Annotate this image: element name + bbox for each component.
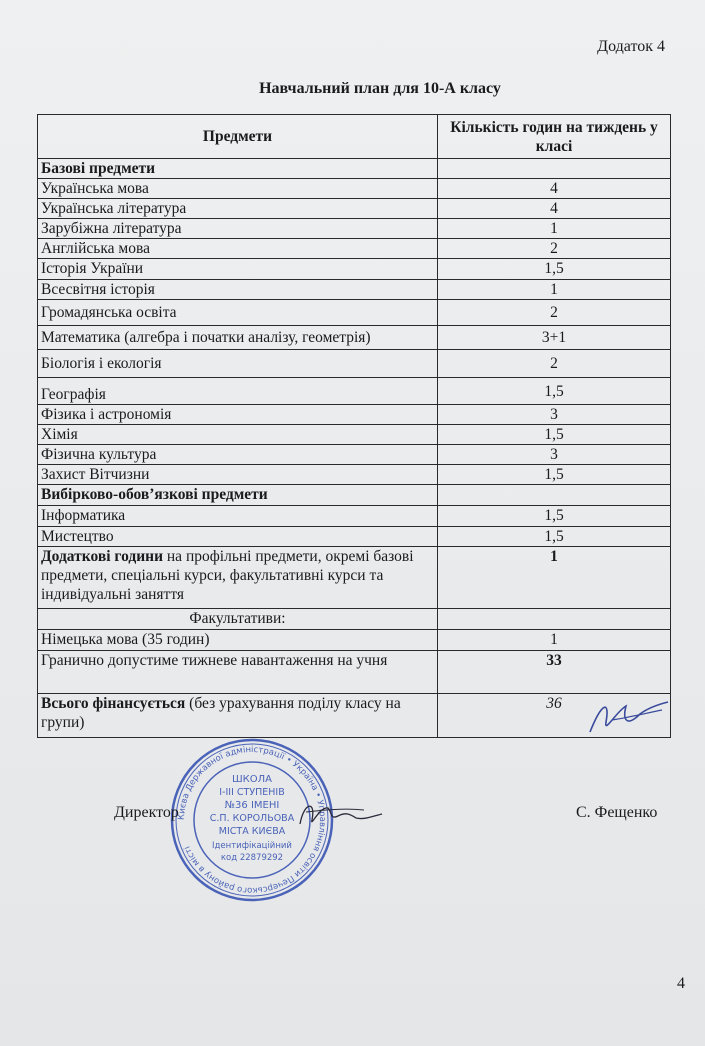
table-row <box>38 259 671 280</box>
table-row <box>38 630 671 651</box>
total-label <box>38 694 438 738</box>
subject-hours: 3 <box>438 445 671 465</box>
table-header-row <box>38 115 671 159</box>
subject-hours: 4 <box>438 199 671 219</box>
subject-hours: 4 <box>438 179 671 199</box>
table-row <box>38 326 671 350</box>
subject-hours: 1,5 <box>438 425 671 445</box>
subject-name: Хімія <box>38 425 438 445</box>
subject-hours: 3 <box>438 405 671 425</box>
table-row <box>38 219 671 239</box>
subject-hours: 1 <box>438 219 671 239</box>
subject-hours: 1 <box>438 630 671 651</box>
section-label: Вибірково-обов’язкові предмети <box>38 485 438 506</box>
subject-name: Історія України <box>38 259 438 280</box>
table-row <box>38 506 671 527</box>
director-name: С. Фещенко <box>576 804 658 821</box>
additional-bold: Додаткові години <box>41 548 164 565</box>
max-load-hours: 33 <box>438 651 671 694</box>
table-row-additional <box>38 547 671 609</box>
subject-hours: 1,5 <box>438 527 671 547</box>
director-label: Директор <box>114 804 179 821</box>
stamp-line: ШКОЛА <box>231 774 273 785</box>
section-row-basic <box>38 159 671 179</box>
subject-name: Українська мова <box>38 179 438 199</box>
subject-name: Німецька мова (35 годин) <box>38 630 438 651</box>
subject-hours: 3+1 <box>438 326 671 350</box>
subject-hours: 1,5 <box>438 506 671 527</box>
column-header-hours: Кількість годин на тиждень у класі <box>438 115 671 159</box>
subject-hours: 2 <box>438 350 671 378</box>
subject-name: Фізична культура <box>38 445 438 465</box>
stamp-line: Ідентифікаційний <box>212 841 292 851</box>
column-header-subjects: Предмети <box>38 115 438 159</box>
stamp-line: код 22879292 <box>220 853 284 863</box>
subject-name: Мистецтво <box>38 527 438 547</box>
total-bold: Всього фінансується <box>41 695 186 712</box>
section-row-elective <box>38 485 671 506</box>
table-row <box>38 199 671 219</box>
additional-rest: на профільні предмети, окремі базові предмети, спеціальні курси, факультативні курси та індивідуальні заняття <box>41 548 414 603</box>
subject-hours: 1,5 <box>438 465 671 485</box>
section-row-optional <box>38 609 671 630</box>
subject-name: Громадянська освіта <box>38 300 438 326</box>
appendix-label: Додаток 4 <box>597 38 665 55</box>
stamp-line: С.П. КОРОЛЬОВА <box>209 813 295 824</box>
subject-name: Інформатика <box>38 506 438 527</box>
subject-name: Українська література <box>38 199 438 219</box>
subject-name: Географія <box>38 378 438 405</box>
table-row <box>38 405 671 425</box>
subject-name: Захист Вітчизни <box>38 465 438 485</box>
table-row-total <box>38 694 671 738</box>
table-row <box>38 239 671 259</box>
total-rest: (без урахування поділу класу на групи) <box>41 695 401 731</box>
table-row <box>38 300 671 326</box>
subject-hours: 1 <box>438 280 671 300</box>
table-row <box>38 280 671 300</box>
subject-name: Всесвітня історія <box>38 280 438 300</box>
table-row-max-load <box>38 651 671 694</box>
subject-hours: 1,5 <box>438 378 671 405</box>
stamp-line: №36 ІМЕНІ <box>224 800 280 811</box>
stamp-line: МІСТА КИЄВА <box>218 826 286 837</box>
table-row <box>38 527 671 547</box>
section-label: Базові предмети <box>38 159 438 179</box>
stamp-ring-text: Києва Державної адміністрації • Україна • Управління освіти Печерського району в місті <box>176 744 328 896</box>
table-row <box>38 465 671 485</box>
table-row <box>38 378 671 405</box>
stamp-line: І-ІІІ СТУПЕНІВ <box>219 787 285 798</box>
section-label: Факультативи: <box>38 609 438 630</box>
director-signature <box>294 794 386 836</box>
page-number: 4 <box>677 975 685 992</box>
table-row <box>38 179 671 199</box>
curriculum-table <box>37 114 671 738</box>
subject-name: Біологія і екологія <box>38 350 438 378</box>
subject-name: Фізика і астрономія <box>38 405 438 425</box>
total-hours: 36 <box>438 694 671 738</box>
subject-name: Математика (алгебра і початки аналізу, геометрія) <box>38 326 438 350</box>
document-title: Навчальний план для 10-А класу <box>259 80 501 97</box>
subject-hours: 2 <box>438 300 671 326</box>
handwritten-signature-top <box>582 692 672 744</box>
subject-hours: 1,5 <box>438 259 671 280</box>
additional-hours: 1 <box>438 547 671 609</box>
table-row <box>38 425 671 445</box>
max-load-label: Гранично допустиме тижневе навантаження на учня <box>38 651 438 694</box>
additional-hours-text <box>38 547 438 609</box>
table-row <box>38 350 671 378</box>
table-row <box>38 445 671 465</box>
subject-name: Зарубіжна література <box>38 219 438 239</box>
subject-name: Англійська мова <box>38 239 438 259</box>
subject-hours: 2 <box>438 239 671 259</box>
